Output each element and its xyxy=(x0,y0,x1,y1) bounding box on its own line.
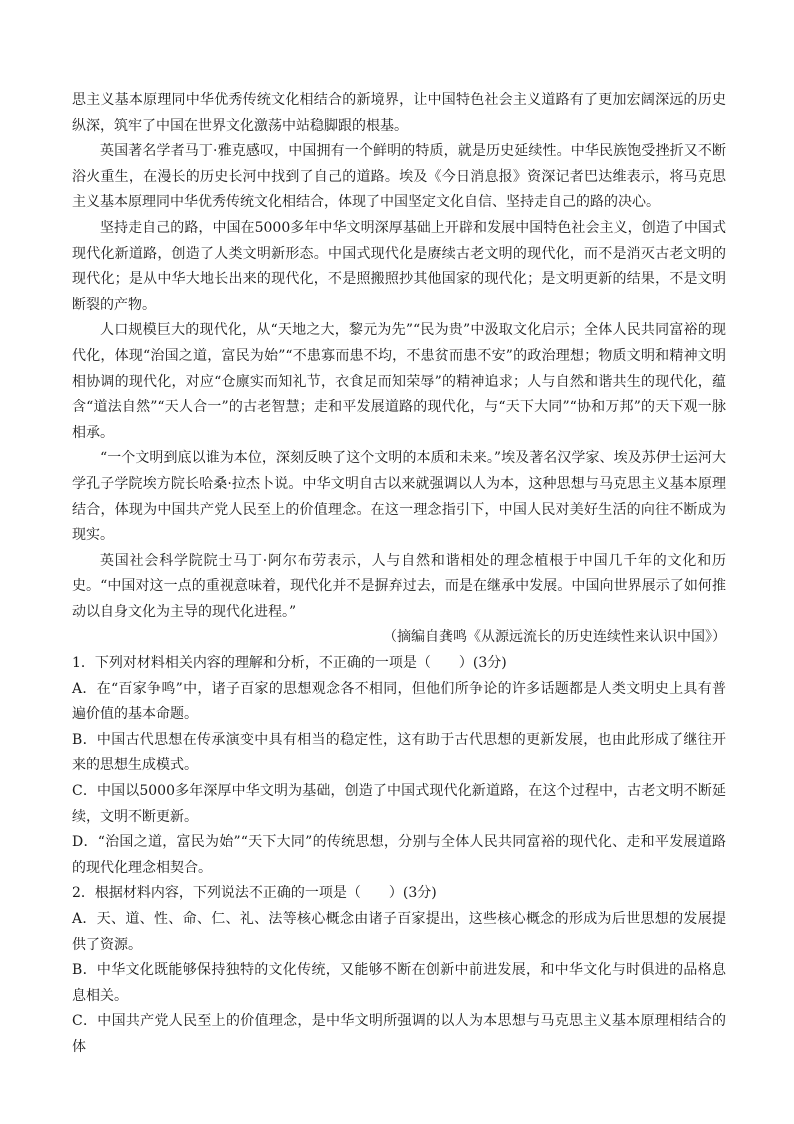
passage-paragraph-1: 英国著名学者马丁·雅克感叹，中国拥有一个鲜明的特质，就是历史延续性。中华民族饱受挫折又不断浴火重生，在漫长的历史长河中找到了自己的道路。埃及《今日消息报》资深记者巴达维表示，将马克思主义基本原理同中华优秀传统文化相结合，体现了中国坚定文化自信、坚持走自己的路的决心。 xyxy=(72,143,726,211)
question-2-option-b: B．中华文化既能够保持独特的文化传统，又能够不断在创新中前进发展，和中华文化与时俱进的品格息息相关。 xyxy=(72,962,726,1004)
passage-paragraph-0: 思主义基本原理同中华优秀传统文化相结合的新境界，让中国特色社会主义道路有了更加宏阔深远的历史纵深，筑牢了中国在世界文化激荡中站稳脚跟的根基。 xyxy=(72,92,726,134)
passage-paragraph-3: 人口规模巨大的现代化，从“天地之大，黎元为先”“民为贵”中汲取文化启示；全体人民共同富裕的现代化，体现“治国之道，富民为始”“不患寡而患不均，不患贫而患不安”的政治理想；物质文明和精神文明相协调的现代化，对应“仓廪实而知礼节，衣食足而知荣辱”的精神追求；人与自然和谐共生的现代化，蕴含“道法自然”“天人合一”的古老智慧；走和平发展道路的现代化，与“天下大同”“协和万邦”的天下观一脉相承。 xyxy=(72,322,726,441)
passage-paragraph-2: 坚持走自己的路，中国在5000多年中华文明深厚基础上开辟和发展中国特色社会主义，创造了中国式现代化新道路，创造了人类文明新形态。中国式现代化是赓续古老文明的现代化，而不是消灭古老文明的现代化；是从中华大地长出来的现代化，不是照搬照抄其他国家的现代化；是文明更新的结果，不是文明断裂的产物。 xyxy=(72,219,726,313)
passage-source: （摘编自龚鸣《从源远流长的历史连续性来认识中国》） xyxy=(383,629,726,646)
passage-paragraph-5: 英国社会科学院院士马丁·阿尔布劳表示，人与自然和谐相处的理念植根于中国几千年的文化和历史。“中国对这一点的重视意味着，现代化并不是摒弃过去，而是在继承中发展。中国向世界展示了如何推动以自身文化为主导的现代化进程。” xyxy=(72,552,726,620)
question-1-stem: 1．下列对材料相关内容的理解和分析，不正确的一项是（ ）(3分) xyxy=(72,655,507,672)
question-1-option-c: C．中国以5000多年深厚中华文明为基础，创造了中国式现代化新道路，在这个过程中，古老文明不断延续，文明不断更新。 xyxy=(72,783,726,825)
question-1-option-d: D．“治国之道，富民为始”“天下大同”的传统思想，分别与全体人民共同富裕的现代化、走和平发展道路的现代化理念相契合。 xyxy=(72,834,726,876)
question-1-option-b: B．中国古代思想在传承演变中具有相当的稳定性，这有助于古代思想的更新发展，也由此形成了继往开来的思想生成模式。 xyxy=(72,731,726,774)
passage-paragraph-4: “一个文明到底以谁为本位，深刻反映了这个文明的本质和未来。”埃及著名汉学家、埃及苏伊士运河大学孔子学院埃方院长哈桑·拉杰卜说。中华文明自古以来就强调以人为本，这种思想与马克思主义基本原理结合，体现为中国共产党人民至上的价值理念。在这一理念指引下，中国人民对美好生活的向往不断成为现实。 xyxy=(72,450,726,544)
question-2-option-a: A．天、道、性、命、仁、礼、法等核心概念由诸子百家提出，这些核心概念的形成为后世思想的发展提供了资源。 xyxy=(72,911,726,953)
question-2-stem: 2．根据材料内容，下列说法不正确的一项是（ ）(3分) xyxy=(72,885,437,902)
question-2-option-c: C．中国共产党人民至上的价值理念，是中华文明所强调的以人为本思想与马克思主义基本原理相结合的体 xyxy=(72,1013,726,1055)
document-page xyxy=(72,88,726,1061)
question-1-option-a: A．在“百家争鸣”中，诸子百家的思想观念各不相同，但他们所争论的许多话题都是人类文明史上具有普遍价值的基本命题。 xyxy=(72,680,726,723)
